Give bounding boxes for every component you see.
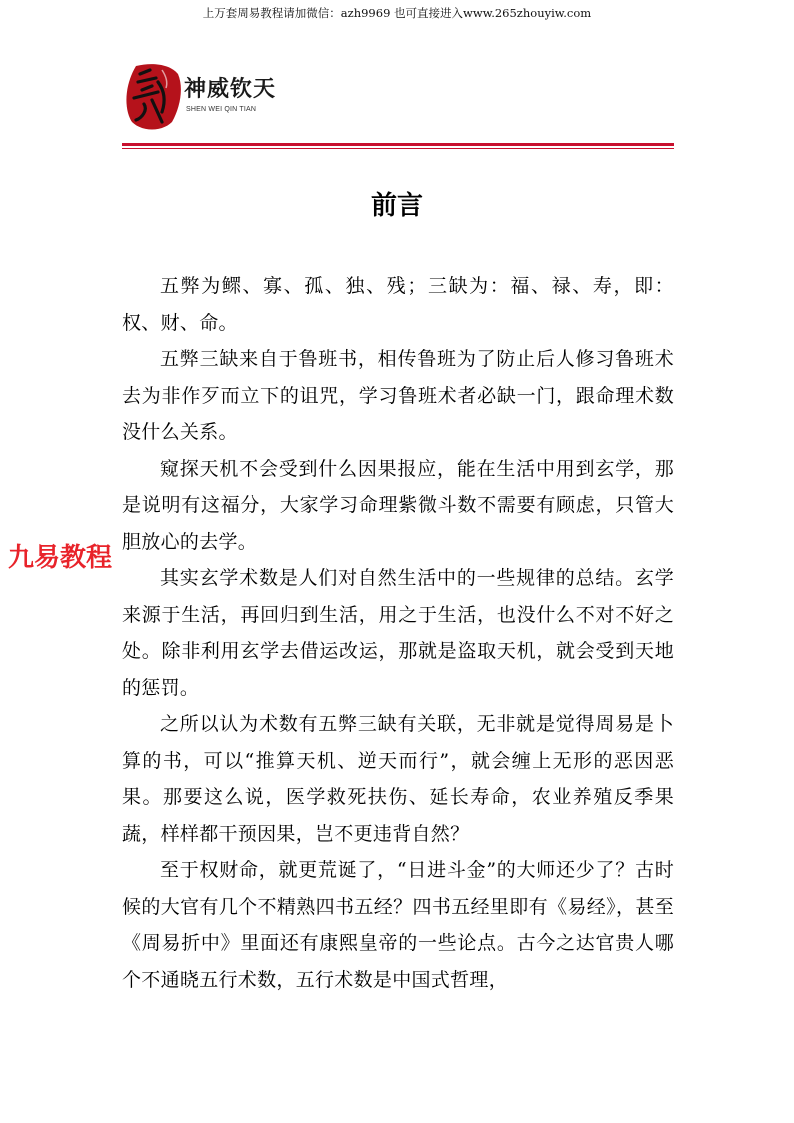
page-title: 前言: [370, 191, 423, 221]
body-text: [122, 268, 674, 998]
header-rule-thin: [122, 148, 674, 149]
watermark: 九易教程: [8, 543, 113, 573]
logo-name: 神威钦天: [184, 77, 277, 102]
paragraph: 五弊为鳏、寡、孤、独、残；三缺为：福、禄、寿，即：权、财、命。: [122, 275, 674, 334]
paragraph: 其实玄学术数是人们对自然生活中的一些规律的总结。玄学来源于生活，再回归到生活，用之于生活，也没什么不对不好之处。除非利用玄学去借运改运，那就是盗取天机，就会受到天地的惩罚。: [122, 567, 674, 699]
paragraph: 五弊三缺来自于鲁班书，相传鲁班为了防止后人修习鲁班术去为非作歹而立下的诅咒，学习鲁班术者必缺一门，跟命理术数没什么关系。: [122, 348, 674, 443]
seal-icon: [122, 60, 184, 134]
logo-subtitle: SHEN WEI QIN TIAN: [186, 106, 257, 113]
logo: [122, 60, 302, 134]
header-rule-thick: [122, 143, 674, 146]
paragraph: 之所以认为术数有五弊三缺有关联，无非就是觉得周易是卜算的书，可以“推算天机、逆天而行”，就会缠上无形的恶因恶果。那要这么说，医学救死扶伤、延长寿命，农业养殖反季果蔬，样样都干预因果，岂不更违背自然？: [122, 713, 674, 845]
paragraph: 至于权财命，就更荒诞了，“日进斗金”的大师还少了？古时候的大官有几个不精熟四书五经？四书五经里即有《易经》，甚至《周易折中》里面还有康熙皇帝的一些论点。古今之达官贵人哪个不通晓五行术数，五行术数是中国式哲理，: [122, 859, 674, 991]
paragraph: 窥探天机不会受到什么因果报应，能在生活中用到玄学，那是说明有这福分，大家学习命理紫微斗数不需要有顾虑，只管大胆放心的去学。: [122, 457, 674, 553]
header-note: 上万套周易教程请加微信：azh9969 也可直接进入www.265zhouyiw.com: [202, 6, 592, 20]
